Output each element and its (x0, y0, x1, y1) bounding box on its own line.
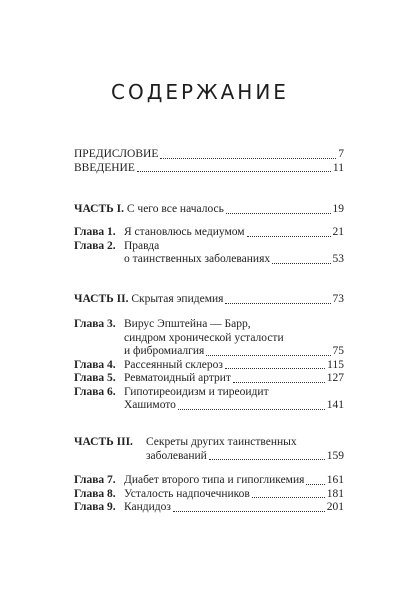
leader-dots (272, 263, 330, 264)
toc-part-1-chapters (74, 226, 344, 267)
leader-dots (160, 158, 336, 159)
chapter-title: Гипотиреоидизм и тиреоидит (124, 385, 269, 398)
toc-entry-preface[interactable] (74, 148, 344, 162)
toc-part-heading[interactable] (74, 203, 344, 217)
leader-dots (226, 213, 331, 214)
chapter-title: Я становлюсь медиумом (124, 226, 245, 238)
chapter-title: Рассеянный склероз (124, 358, 223, 371)
leader-dots (209, 459, 325, 460)
leader-dots (252, 497, 325, 498)
toc-chapter-4[interactable] (74, 359, 344, 373)
part-title-cont: заболеваний (146, 449, 207, 462)
toc-entry-page: 115 (327, 358, 344, 371)
toc-entry-title: ПРЕДИСЛОВИЕ (74, 148, 159, 160)
toc-chapter-3[interactable] (74, 318, 344, 359)
part-label: ЧАСТЬ I. (74, 203, 124, 215)
toc-chapter-1[interactable] (74, 226, 344, 240)
part-title: Скрытая эпидемия (131, 293, 224, 305)
toc-chapter-7[interactable] (74, 474, 344, 488)
chapter-label: Глава 9. (74, 501, 116, 513)
chapter-title-cont: и фибромиалгия (124, 345, 205, 357)
chapter-label: Глава 2. (74, 239, 116, 252)
toc-part-2-chapters (74, 318, 344, 413)
toc-part-heading[interactable] (74, 293, 344, 307)
toc-chapter-2[interactable] (74, 240, 344, 267)
toc-part-3 (74, 436, 344, 463)
chapter-title: Диабет второго типа и гипогликемия (124, 474, 305, 486)
chapter-label: Глава 1. (74, 226, 116, 238)
part-label: ЧАСТЬ II. (74, 293, 129, 305)
leader-dots (233, 382, 325, 383)
toc-chapter-8[interactable] (74, 488, 344, 502)
chapter-title-cont: о таинственных заболеваниях (124, 253, 271, 265)
toc-entry-page: 159 (326, 449, 344, 462)
toc-chapter-9[interactable] (74, 501, 344, 515)
toc-entry-page: 127 (326, 372, 344, 384)
toc-front-matter (74, 148, 344, 175)
chapter-label: Глава 5. (74, 372, 116, 384)
leader-dots (225, 368, 325, 369)
toc-part-heading[interactable] (74, 436, 344, 463)
chapter-title: Ревматоидный артрит (124, 372, 231, 384)
chapter-title: Кандидоз (124, 501, 171, 513)
toc-entry-page: 73 (332, 293, 344, 305)
part-title: Секреты других таинственных (146, 436, 297, 448)
chapter-label: Глава 6. (74, 385, 116, 398)
leader-dots (247, 236, 331, 237)
toc-entry-page: 7 (338, 148, 344, 160)
part-label: ЧАСТЬ III. (74, 436, 133, 448)
leader-dots (206, 355, 330, 356)
toc-entry-page: 161 (326, 474, 344, 486)
leader-dots (137, 171, 331, 172)
chapter-title: Усталость надпочечников (124, 487, 250, 500)
chapter-title: Вирус Эпштейна — Барр, (124, 318, 251, 330)
leader-dots (225, 303, 330, 304)
toc-entry-page: 53 (332, 253, 344, 265)
leader-dots (178, 409, 325, 410)
chapter-label: Глава 4. (74, 358, 116, 371)
leader-dots (306, 484, 324, 485)
leader-dots (173, 511, 325, 512)
toc-entry-introduction[interactable] (74, 162, 344, 176)
chapter-label: Глава 7. (74, 474, 116, 486)
chapter-title: Правда (124, 239, 160, 252)
part-title: С чего все началось (126, 203, 224, 215)
toc-chapter-6[interactable] (74, 386, 344, 413)
toc-entry-page: 19 (332, 203, 344, 215)
toc-entry-page: 141 (326, 399, 344, 411)
toc-entry-title: ВВЕДЕНИЕ (74, 161, 135, 174)
toc-entry-page: 181 (326, 487, 344, 500)
toc-entry-page: 21 (332, 226, 344, 238)
chapter-label: Глава 8. (74, 487, 116, 500)
toc-part-1 (74, 203, 344, 217)
toc-chapter-5[interactable] (74, 372, 344, 386)
toc-entry-page: 75 (332, 345, 344, 357)
toc-part-3-chapters (74, 474, 344, 515)
chapter-title-cont: синдром хронической усталости (124, 331, 284, 344)
page-title: СОДЕРЖАНИЕ (111, 80, 289, 104)
chapter-title-cont: Хашимото (124, 399, 176, 411)
toc-entry-page: 11 (332, 161, 344, 174)
toc-part-2 (74, 293, 344, 307)
chapter-label: Глава 3. (74, 318, 116, 330)
toc-entry-page: 201 (326, 501, 344, 513)
